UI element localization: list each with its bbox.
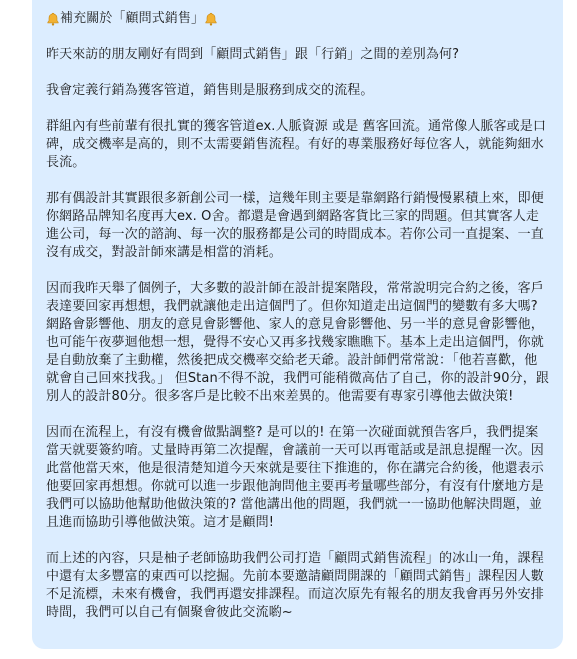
message-title: 補充關於「顧問式銷售」	[60, 11, 205, 26]
message-paragraph: 那有偶設計其實跟很多新創公司一樣，這幾年則主要是靠網路行銷慢慢累積上來，即便你網路品牌知名度再大ex. O舍。都還是會遇到網路客貨比三家的問題。但其實客人走進公司，每一次的諮詢、每一次的服務都是公司的時間成本。若你公司一直提案、一直沒有成交，對設計師來講是相當的消耗。	[46, 191, 544, 260]
bell-icon	[46, 12, 60, 26]
message-bubble	[32, 0, 563, 649]
message-paragraph: 群組內有些前輩有很扎實的獲客管道ex.人脈資源 或是 舊客回流。通常像人脈客或是口碑，成交機率是高的，則不太需要銷售流程。有好的專業服務好每位客人，就能夠細水長流。	[46, 119, 546, 170]
message-paragraph: 我會定義行銷為獲客管道，銷售則是服務到成交的流程。	[46, 83, 374, 98]
message-paragraph: 昨天來訪的朋友剛好有問到「顧問式銷售」跟「行銷」之間的差別為何?	[46, 47, 460, 62]
message-paragraph: 而上述的內容，只是柚子老師協助我們公司打造「顧問式銷售流程」的冰山一角，課程中還有太多豐富的東西可以挖掘。先前本要邀請顧問開課的「顧問式銷售」課程因人數不足流標，未來有機會，我們再還安排課程。而這次原先有報名的朋友我會再另外安排時間，我們可以自己有個聚會彼此交流喲~	[46, 551, 544, 620]
page-background	[0, 649, 577, 659]
bell-icon	[204, 12, 218, 26]
message-paragraph: 因而在流程上，有沒有機會做點調整? 是可以的! 在第一次碰面就預告客戶，我們提案當天就要簽約唷。丈量時再第二次提醒，會議前一天可以再電話或是訊息提醒一次。因此當他當天來，他是很清楚知道今天來就是要往下推進的，你在講完合約後，他還表示他要回家再想想。你就可以進一步跟他詢問他主要再考量哪些部分，有沒有什麼地方是我們可以協助他幫助他做決策的? 當他講出他的問題，我們就一一協助他解決問題，並且進而協助引導他做決策。這才是顧問!	[46, 425, 544, 530]
message-title-line	[46, 10, 549, 28]
message-paragraph: 因而我昨天舉了個例子，大多數的設計師在設計提案階段，常常說明完合約之後，客戶表達要回家再想想，我們就讓他走出這個門了。但你知道走出這個門的變數有多大嗎? 網路會影響他、朋友的意見會影響他、家人的意見會影響他、另一半的意見會影響他，也可能午夜夢迴他想一想，覺得不安心又再多找幾家瞧瞧下。基本上走出這個門，你就是自動放棄了主動權，然後把成交機率交給老天爺。設計師們常常說：「他若喜歡，他就會自己回來找我。」 但Stan不得不說，我們可能稍微高估了自己，你的設計90分，跟別人的設計80分。很多客戶是比較不出來差異的。他需要有專家引導他去做決策!	[46, 281, 549, 404]
